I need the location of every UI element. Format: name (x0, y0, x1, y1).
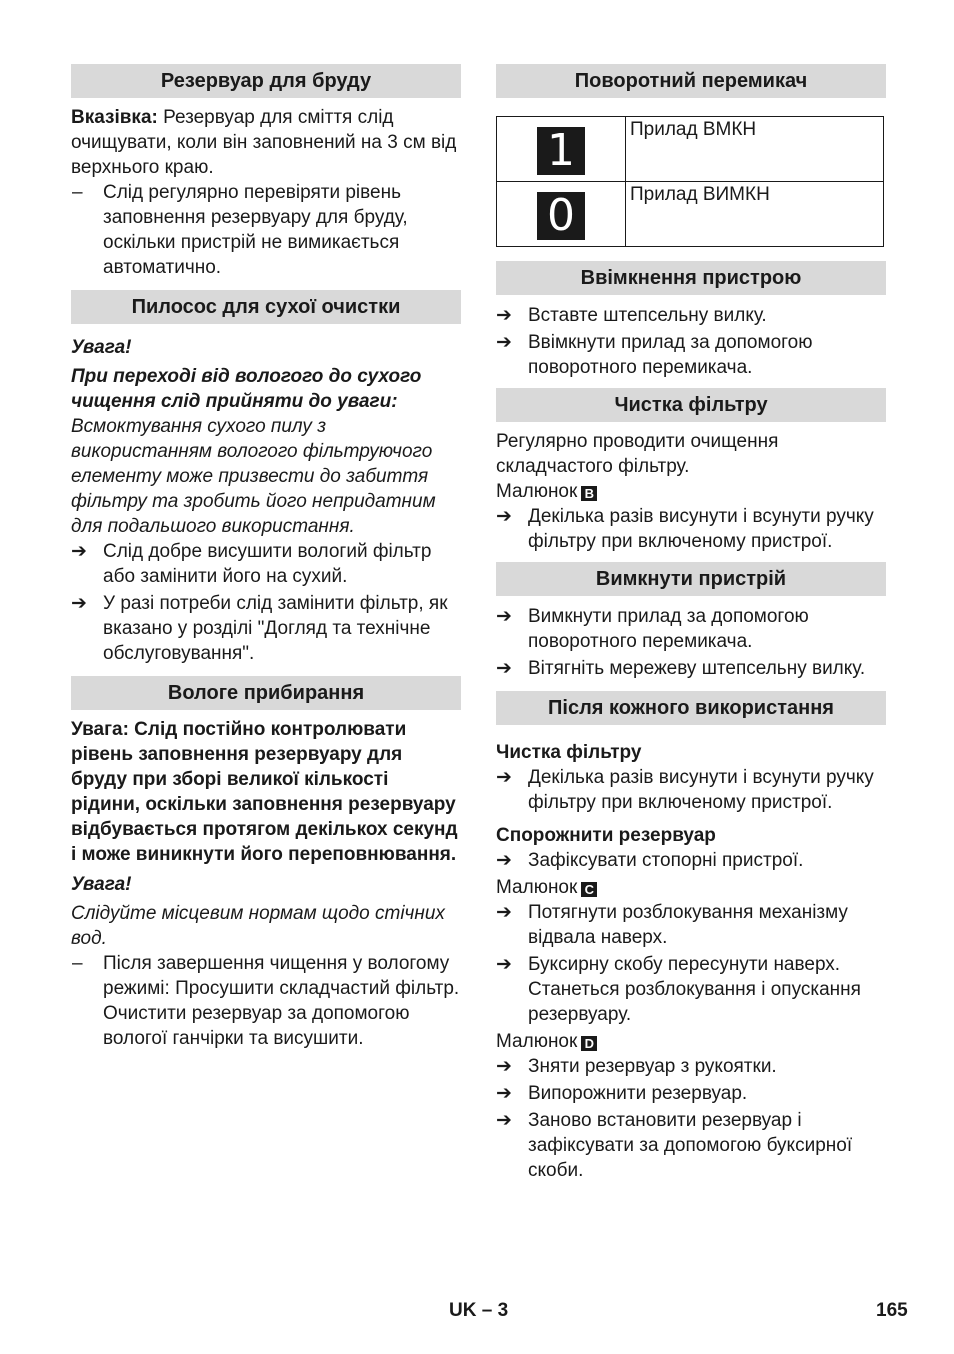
step-text: Буксирну скобу пересунути наверх. Станеться розблокування і опускання резервуару. (528, 954, 861, 1025)
arrow-icon: ➔ (496, 606, 512, 627)
step-text: Декілька разів висунути і всунути ручку фільтру при включеному пристрої. (528, 506, 874, 552)
section-heading-after-use: Після кожного використання (496, 691, 886, 725)
step-text: Декілька разів висунути і всунути ручку фільтру при включеному пристрої. (528, 767, 874, 813)
step-item (496, 1054, 886, 1079)
arrow-icon: ➔ (496, 305, 512, 326)
step-item (496, 765, 886, 815)
switch-row-off (497, 182, 884, 247)
figure-reference (496, 875, 886, 900)
arrow-icon: ➔ (496, 1110, 512, 1131)
step-text: Зафіксувати стопорні пристрої. (528, 850, 804, 871)
caution-label: Увага! (71, 337, 132, 358)
dash-item (71, 951, 461, 1051)
dash-marker: – (72, 953, 83, 974)
warning-bold-text: Увага: Слід постійно контролювати рівень заповнення резервуару для бруду при зборі великої кількості рідини, оскільки заповнення резервуару відбувається протягом декількох секунд і може виникнути його переповнювання. (71, 719, 458, 865)
figure-d-icon: D (581, 1036, 597, 1051)
caution-label: Увага! (71, 874, 132, 895)
step-item (71, 591, 461, 666)
step-item (496, 303, 886, 328)
step-item (496, 604, 886, 654)
switch-label: Прилад ВИМКН (626, 182, 884, 247)
section-heading-rotary-switch: Поворотний перемикач (496, 64, 886, 98)
footer-section-label: UK – 3 (449, 1300, 509, 1321)
note-paragraph (71, 105, 461, 180)
caution-italic-text: Всмоктування сухого пилу з використанням вологого фільтруючого елементу може призвести до забиття фільтру та зробить його непридатним для подальшого використання. (71, 416, 436, 537)
figure-label: Малюнок (496, 877, 578, 898)
arrow-icon: ➔ (496, 1056, 512, 1077)
section-heading-power-on: Ввімкнення пристрою (496, 261, 886, 295)
arrow-icon: ➔ (496, 506, 512, 527)
footer-page-number: 165 (876, 1300, 908, 1321)
arrow-icon: ➔ (496, 1083, 512, 1104)
arrow-icon: ➔ (71, 593, 87, 614)
section-heading-wet-cleaning: Вологе прибирання (71, 676, 461, 710)
step-item (496, 900, 886, 950)
note-label: Вказівка: (71, 107, 158, 128)
caution-italic-text: Слідуйте місцевим нормам щодо стічних вод. (71, 903, 445, 949)
left-column (71, 64, 461, 1051)
section-heading-power-off: Вимкнути пристрій (496, 562, 886, 596)
section-heading-filter-cleaning: Чистка фільтру (496, 388, 886, 422)
arrow-icon: ➔ (496, 954, 512, 975)
step-text: У разі потреби слід замінити фільтр, як вказано у розділі "Догляд та технічне обслуговування". (103, 593, 448, 664)
figure-reference (496, 479, 886, 504)
step-text: Потягнути розблокування механізму відвала наверх. (528, 902, 848, 948)
step-item (496, 848, 886, 873)
dash-item-text: Після завершення чищення у вологому режимі: Просушити складчастий фільтр. Очистити резервуар за допомогою вологої ганчірки та висушити. (103, 953, 460, 1049)
subheading-empty-tank: Спорожнити резервуар (496, 825, 716, 846)
switch-row-on (497, 117, 884, 182)
switch-label: Прилад ВМКН (626, 117, 884, 182)
filter-paragraph: Регулярно проводити очищення складчастого фільтру. (496, 431, 779, 477)
arrow-icon: ➔ (496, 658, 512, 679)
figure-b-icon: B (581, 486, 597, 501)
step-item (496, 1081, 886, 1106)
switch-on-icon: 1 (537, 127, 585, 175)
step-text: Випорожнити резервуар. (528, 1083, 748, 1104)
figure-label: Малюнок (496, 1031, 578, 1052)
step-item (496, 1108, 886, 1183)
step-text: Зняти резервуар з рукоятки. (528, 1056, 777, 1077)
step-item (71, 539, 461, 589)
switch-symbol-cell (497, 117, 626, 182)
step-item (496, 330, 886, 380)
caution-bold-text: При переході від вологого до сухого чищення слід прийняти до уваги: (71, 366, 422, 412)
subheading-filter-cleaning: Чистка фільтру (496, 742, 642, 763)
section-heading-dirt-tank: Резервуар для бруду (71, 64, 461, 98)
note-text: Резервуар для сміття слід очищувати, коли він заповнений на 3 см від верхнього краю. (71, 107, 457, 178)
step-text: Слід добре висушити вологий фільтр або замінити його на сухий. (103, 541, 432, 587)
step-text: Вставте штепсельну вилку. (528, 305, 767, 326)
arrow-icon: ➔ (496, 902, 512, 923)
dash-item (71, 180, 461, 280)
dash-marker: – (72, 182, 83, 203)
dash-item-text: Слід регулярно перевіряти рівень заповнення резервуару для бруду, оскільки пристрій не вимикається автоматично. (103, 182, 408, 278)
step-item (496, 952, 886, 1027)
step-item (496, 656, 886, 681)
arrow-icon: ➔ (496, 332, 512, 353)
step-item (496, 504, 886, 554)
switch-table (496, 116, 884, 247)
switch-symbol-cell (497, 182, 626, 247)
step-text: Ввімкнути прилад за допомогою поворотного перемикача. (528, 332, 813, 378)
arrow-icon: ➔ (71, 541, 87, 562)
right-column (496, 64, 886, 1183)
switch-off-icon: 0 (537, 192, 585, 240)
arrow-icon: ➔ (496, 850, 512, 871)
arrow-icon: ➔ (496, 767, 512, 788)
step-text: Заново встановити резервуар і зафіксувати за допомогою буксирної скоби. (528, 1110, 853, 1181)
step-text: Вітягніть мережеву штепсельну вилку. (528, 658, 866, 679)
figure-label: Малюнок (496, 481, 578, 502)
figure-c-icon: C (581, 882, 597, 897)
step-text: Вимкнути прилад за допомогою поворотного перемикача. (528, 606, 809, 652)
figure-reference (496, 1029, 886, 1054)
section-heading-dry-vacuum: Пилосос для сухої очистки (71, 290, 461, 324)
